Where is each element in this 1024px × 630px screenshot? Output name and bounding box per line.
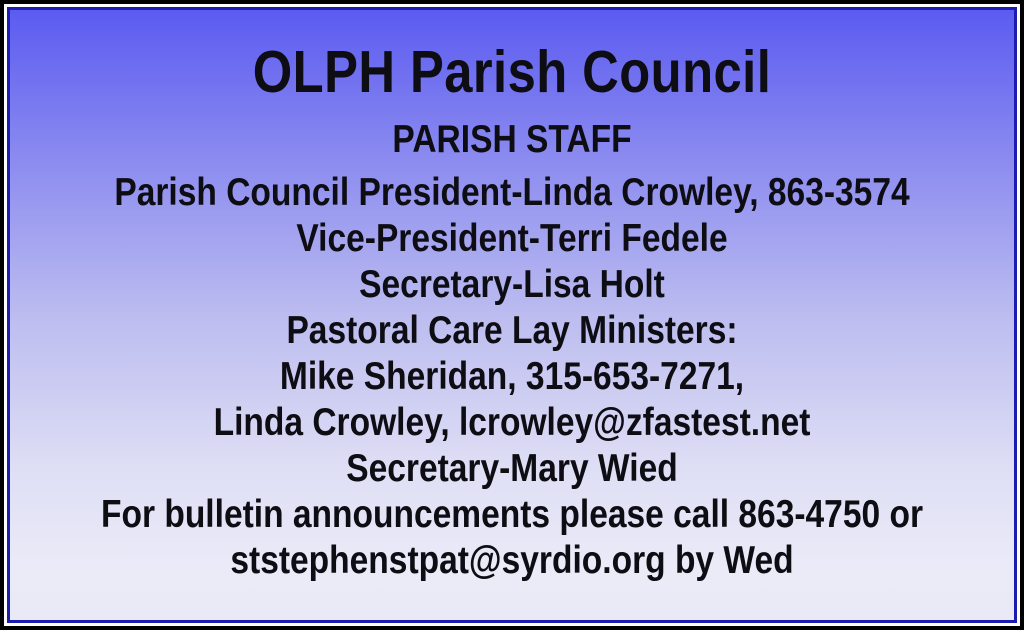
gradient-panel [10, 10, 1014, 620]
staff-list [101, 170, 923, 584]
text-content [80, 10, 943, 620]
text-line: Mike Sheridan, 315-653-7271, [279, 354, 745, 398]
page-title: OLPH Parish Council [252, 39, 772, 105]
text-line: Secretary-Mary Wied [346, 446, 678, 490]
section-heading: PARISH STAFF [392, 117, 632, 161]
text-line: Secretary-Lisa Holt [359, 262, 665, 306]
text-line: Parish Council President-Linda Crowley, 863-3574 [114, 170, 910, 214]
text-line: Vice-President-Terri Fedele [296, 216, 728, 260]
text-line: Pastoral Care Lay Ministers: [286, 308, 738, 352]
white-frame-line [4, 4, 1020, 626]
text-line: For bulletin announcements please call 863-4750 or [100, 492, 923, 536]
text-line: Linda Crowley, lcrowley@zfastest.net [213, 400, 811, 444]
text-line: ststephenstpat@syrdio.org by Wed [230, 538, 794, 582]
navy-frame-line [7, 7, 1017, 623]
